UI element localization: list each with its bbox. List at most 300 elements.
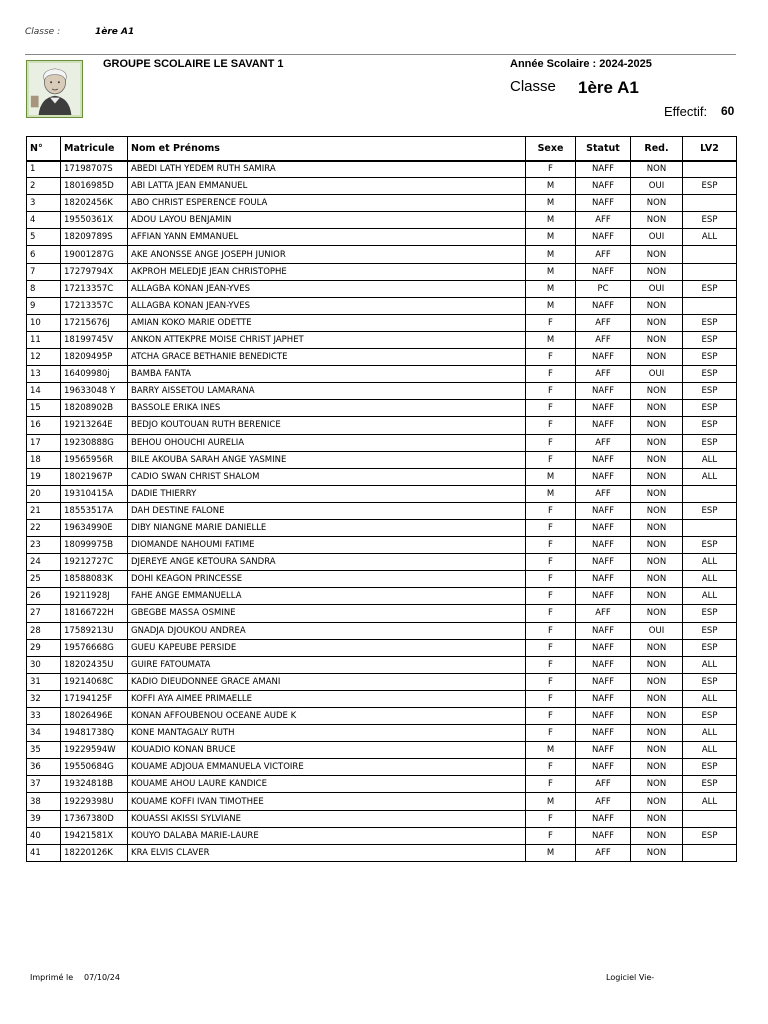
cell-matricule: 19214068C <box>61 673 128 690</box>
cell-matricule: 18099975B <box>61 537 128 554</box>
table-row <box>27 673 737 690</box>
cell-sexe: F <box>526 519 576 536</box>
cell-name: ATCHA GRACE BETHANIE BENEDICTE <box>128 349 526 366</box>
cell-matricule: 19634990E <box>61 519 128 536</box>
cell-name: GNADJA DJOUKOU ANDREA <box>128 622 526 639</box>
cell-red: NON <box>631 571 683 588</box>
cell-name: BASSOLE ERIKA INES <box>128 400 526 417</box>
cell-name: AKE ANONSSE ANGE JOSEPH JUNIOR <box>128 246 526 263</box>
cell-statut: AFF <box>576 434 631 451</box>
cell-number: 4 <box>27 212 61 229</box>
cell-matricule: 19310415A <box>61 485 128 502</box>
cell-number: 24 <box>27 554 61 571</box>
cell-matricule: 19213264E <box>61 417 128 434</box>
table-row <box>27 656 737 673</box>
cell-sexe: M <box>526 297 576 314</box>
cell-sexe: F <box>526 400 576 417</box>
table-row <box>27 229 737 246</box>
cell-statut: NAFF <box>576 349 631 366</box>
col-header-sexe: Sexe <box>526 137 576 161</box>
cell-number: 23 <box>27 537 61 554</box>
cell-sexe: F <box>526 366 576 383</box>
cell-matricule: 18209789S <box>61 229 128 246</box>
table-row <box>27 331 737 348</box>
cell-red: NON <box>631 810 683 827</box>
col-header-number: N° <box>27 137 61 161</box>
cell-statut: AFF <box>576 331 631 348</box>
cell-number: 41 <box>27 844 61 861</box>
cell-lv2 <box>683 263 737 280</box>
cell-red: NON <box>631 502 683 519</box>
cell-number: 16 <box>27 417 61 434</box>
cell-matricule: 19212727C <box>61 554 128 571</box>
cell-red: NON <box>631 554 683 571</box>
cell-red: NON <box>631 537 683 554</box>
cell-sexe: M <box>526 468 576 485</box>
cell-matricule: 18202435U <box>61 656 128 673</box>
col-header-lv2: LV2 <box>683 137 737 161</box>
cell-number: 39 <box>27 810 61 827</box>
cell-number: 19 <box>27 468 61 485</box>
cell-name: ADOU LAYOU BENJAMIN <box>128 212 526 229</box>
cell-red: OUI <box>631 178 683 195</box>
cell-lv2 <box>683 195 737 212</box>
cell-number: 1 <box>27 161 61 178</box>
cell-name: GUIRE FATOUMATA <box>128 656 526 673</box>
cell-lv2: ALL <box>683 554 737 571</box>
cell-name: KRA ELVIS CLAVER <box>128 844 526 861</box>
cell-matricule: 17589213U <box>61 622 128 639</box>
cell-number: 8 <box>27 280 61 297</box>
cell-statut: NAFF <box>576 537 631 554</box>
cell-matricule: 19230888G <box>61 434 128 451</box>
cell-matricule: 19324818B <box>61 776 128 793</box>
cell-sexe: M <box>526 280 576 297</box>
cell-name: DIBY NIANGNE MARIE DANIELLE <box>128 519 526 536</box>
cell-statut: NAFF <box>576 588 631 605</box>
cell-matricule: 17194125F <box>61 690 128 707</box>
cell-lv2: ESP <box>683 537 737 554</box>
cell-lv2: ESP <box>683 400 737 417</box>
cell-red: NON <box>631 263 683 280</box>
cell-number: 32 <box>27 690 61 707</box>
table-row <box>27 725 737 742</box>
cell-name: GBEGBE MASSA OSMINE <box>128 605 526 622</box>
cell-name: DADIE THIERRY <box>128 485 526 502</box>
cell-sexe: F <box>526 383 576 400</box>
cell-number: 12 <box>27 349 61 366</box>
cell-sexe: M <box>526 229 576 246</box>
cell-name: KOUAME ADJOUA EMMANUELA VICTOIRE <box>128 759 526 776</box>
cell-red: NON <box>631 639 683 656</box>
cell-number: 2 <box>27 178 61 195</box>
cell-sexe: F <box>526 827 576 844</box>
cell-number: 22 <box>27 519 61 536</box>
cell-sexe: F <box>526 605 576 622</box>
cell-lv2: ESP <box>683 314 737 331</box>
cell-red: NON <box>631 212 683 229</box>
cell-statut: AFF <box>576 212 631 229</box>
cell-statut: NAFF <box>576 178 631 195</box>
cell-sexe: F <box>526 622 576 639</box>
cell-matricule: 19229594W <box>61 742 128 759</box>
cell-name: BARRY AISSETOU LAMARANA <box>128 383 526 400</box>
cell-lv2: ESP <box>683 708 737 725</box>
cell-statut: NAFF <box>576 810 631 827</box>
cell-matricule: 19229398U <box>61 793 128 810</box>
cell-number: 34 <box>27 725 61 742</box>
cell-statut: NAFF <box>576 827 631 844</box>
cell-statut: NAFF <box>576 383 631 400</box>
cell-sexe: F <box>526 690 576 707</box>
cell-name: ABEDI LATH YEDEM RUTH SAMIRA <box>128 161 526 178</box>
cell-lv2 <box>683 161 737 178</box>
cell-red: OUI <box>631 622 683 639</box>
cell-name: ABO CHRIST ESPERENCE FOULA <box>128 195 526 212</box>
cell-lv2: ESP <box>683 212 737 229</box>
col-header-matricule: Matricule <box>61 137 128 161</box>
cell-number: 5 <box>27 229 61 246</box>
cell-number: 28 <box>27 622 61 639</box>
cell-matricule: 18016985D <box>61 178 128 195</box>
cell-name: ANKON ATTEKPRE MOISE CHRIST JAPHET <box>128 331 526 348</box>
cell-number: 17 <box>27 434 61 451</box>
cell-lv2: ALL <box>683 571 737 588</box>
cell-matricule: 16409980j <box>61 366 128 383</box>
cell-matricule: 19633048 Y <box>61 383 128 400</box>
cell-lv2: ALL <box>683 451 737 468</box>
col-header-statut: Statut <box>576 137 631 161</box>
table-row <box>27 178 737 195</box>
cell-number: 9 <box>27 297 61 314</box>
cell-lv2: ALL <box>683 742 737 759</box>
cell-red: NON <box>631 742 683 759</box>
cell-red: NON <box>631 485 683 502</box>
cell-lv2: ALL <box>683 656 737 673</box>
cell-sexe: M <box>526 331 576 348</box>
cell-matricule: 17215676J <box>61 314 128 331</box>
cell-statut: NAFF <box>576 571 631 588</box>
cell-lv2: ALL <box>683 793 737 810</box>
cell-name: ALLAGBA KONAN JEAN-YVES <box>128 297 526 314</box>
effectif-value: 60 <box>721 104 735 118</box>
cell-red: NON <box>631 195 683 212</box>
cell-lv2: ALL <box>683 690 737 707</box>
cell-number: 37 <box>27 776 61 793</box>
cell-statut: NAFF <box>576 451 631 468</box>
cell-number: 36 <box>27 759 61 776</box>
effectif-label: Effectif: <box>664 104 708 119</box>
table-row <box>27 844 737 861</box>
cell-red: NON <box>631 349 683 366</box>
cell-sexe: M <box>526 844 576 861</box>
table-row <box>27 605 737 622</box>
cell-matricule: 18588083K <box>61 571 128 588</box>
table-row <box>27 622 737 639</box>
cell-lv2: ESP <box>683 827 737 844</box>
cell-sexe: F <box>526 725 576 742</box>
cell-name: ALLAGBA KONAN JEAN-YVES <box>128 280 526 297</box>
cell-lv2 <box>683 519 737 536</box>
cell-statut: AFF <box>576 844 631 861</box>
cell-lv2: ESP <box>683 759 737 776</box>
cell-name: KONAN AFFOUBENOU OCEANE AUDE K <box>128 708 526 725</box>
cell-lv2 <box>683 246 737 263</box>
cell-number: 38 <box>27 793 61 810</box>
cell-statut: NAFF <box>576 297 631 314</box>
cell-red: NON <box>631 725 683 742</box>
cell-matricule: 17213357C <box>61 297 128 314</box>
cell-red: OUI <box>631 229 683 246</box>
software-name: Logiciel Vie- <box>606 973 655 982</box>
cell-lv2: ESP <box>683 178 737 195</box>
classe-label: Classe <box>510 78 556 95</box>
cell-number: 40 <box>27 827 61 844</box>
cell-number: 11 <box>27 331 61 348</box>
cell-sexe: F <box>526 639 576 656</box>
cell-red: OUI <box>631 280 683 297</box>
cell-statut: NAFF <box>576 708 631 725</box>
cell-statut: NAFF <box>576 161 631 178</box>
cell-statut: AFF <box>576 776 631 793</box>
cell-red: NON <box>631 519 683 536</box>
cell-red: NON <box>631 417 683 434</box>
cell-red: NON <box>631 759 683 776</box>
cell-sexe: F <box>526 708 576 725</box>
cell-matricule: 18209495P <box>61 349 128 366</box>
cell-statut: PC <box>576 280 631 297</box>
cell-statut: NAFF <box>576 690 631 707</box>
cell-statut: NAFF <box>576 417 631 434</box>
cell-sexe: F <box>526 349 576 366</box>
table-row <box>27 588 737 605</box>
table-row <box>27 195 737 212</box>
cell-red: NON <box>631 246 683 263</box>
cell-name: AMIAN KOKO MARIE ODETTE <box>128 314 526 331</box>
table-row <box>27 485 737 502</box>
table-row <box>27 280 737 297</box>
cell-sexe: M <box>526 742 576 759</box>
classe-value-small: 1ère A1 <box>95 27 135 37</box>
table-row <box>27 793 737 810</box>
school-year: Année Scolaire : 2024-2025 <box>510 58 652 70</box>
cell-number: 18 <box>27 451 61 468</box>
cell-statut: NAFF <box>576 554 631 571</box>
cell-lv2: ESP <box>683 349 737 366</box>
table-row <box>27 708 737 725</box>
cell-sexe: F <box>526 776 576 793</box>
printed-label: Imprimé le <box>30 973 74 982</box>
cell-lv2: ESP <box>683 605 737 622</box>
cell-lv2: ALL <box>683 725 737 742</box>
table-row <box>27 776 737 793</box>
table-row <box>27 639 737 656</box>
cell-lv2: ESP <box>683 673 737 690</box>
cell-statut: NAFF <box>576 639 631 656</box>
cell-number: 27 <box>27 605 61 622</box>
cell-red: NON <box>631 297 683 314</box>
cell-number: 6 <box>27 246 61 263</box>
cell-name: DIOMANDE NAHOUMI FATIME <box>128 537 526 554</box>
cell-sexe: M <box>526 263 576 280</box>
cell-sexe: F <box>526 502 576 519</box>
cell-sexe: F <box>526 571 576 588</box>
cell-sexe: F <box>526 759 576 776</box>
cell-name: GUEU KAPEUBE PERSIDE <box>128 639 526 656</box>
cell-lv2: ESP <box>683 366 737 383</box>
cell-name: DJEREYE ANGE KETOURA SANDRA <box>128 554 526 571</box>
cell-lv2 <box>683 297 737 314</box>
cell-number: 7 <box>27 263 61 280</box>
cell-name: BILE AKOUBA SARAH ANGE YASMINE <box>128 451 526 468</box>
cell-name: BAMBA FANTA <box>128 366 526 383</box>
cell-name: KOUAME AHOU LAURE KANDICE <box>128 776 526 793</box>
cell-lv2: ESP <box>683 776 737 793</box>
cell-statut: NAFF <box>576 725 631 742</box>
cell-matricule: 18202456K <box>61 195 128 212</box>
cell-statut: NAFF <box>576 229 631 246</box>
cell-sexe: F <box>526 434 576 451</box>
cell-red: NON <box>631 434 683 451</box>
cell-red: NON <box>631 451 683 468</box>
table-row <box>27 366 737 383</box>
cell-statut: NAFF <box>576 195 631 212</box>
cell-statut: AFF <box>576 793 631 810</box>
cell-sexe: M <box>526 485 576 502</box>
printed-date: 07/10/24 <box>84 973 120 982</box>
col-header-red: Red. <box>631 137 683 161</box>
cell-matricule: 18199745V <box>61 331 128 348</box>
table-row <box>27 519 737 536</box>
cell-statut: NAFF <box>576 519 631 536</box>
cell-number: 14 <box>27 383 61 400</box>
cell-matricule: 17213357C <box>61 280 128 297</box>
cell-statut: AFF <box>576 485 631 502</box>
table-row <box>27 690 737 707</box>
cell-statut: NAFF <box>576 502 631 519</box>
cell-red: NON <box>631 588 683 605</box>
cell-lv2: ESP <box>683 383 737 400</box>
cell-number: 31 <box>27 673 61 690</box>
cell-statut: NAFF <box>576 468 631 485</box>
cell-matricule: 19211928J <box>61 588 128 605</box>
cell-name: DAH DESTINE FALONE <box>128 502 526 519</box>
cell-lv2 <box>683 485 737 502</box>
table-row <box>27 571 737 588</box>
cell-red: NON <box>631 468 683 485</box>
cell-sexe: F <box>526 810 576 827</box>
cell-red: NON <box>631 605 683 622</box>
cell-statut: AFF <box>576 314 631 331</box>
cell-name: DOHI KEAGON PRINCESSE <box>128 571 526 588</box>
cell-name: KONE MANTAGALY RUTH <box>128 725 526 742</box>
cell-lv2: ESP <box>683 502 737 519</box>
table-row <box>27 434 737 451</box>
cell-matricule: 18208902B <box>61 400 128 417</box>
cell-matricule: 17279794X <box>61 263 128 280</box>
cell-red: NON <box>631 161 683 178</box>
cell-number: 29 <box>27 639 61 656</box>
cell-statut: NAFF <box>576 673 631 690</box>
table-row <box>27 554 737 571</box>
school-logo-icon <box>26 60 83 118</box>
cell-statut: NAFF <box>576 622 631 639</box>
cell-lv2 <box>683 810 737 827</box>
cell-matricule: 18026496E <box>61 708 128 725</box>
cell-matricule: 18021967P <box>61 468 128 485</box>
cell-red: OUI <box>631 366 683 383</box>
cell-statut: AFF <box>576 605 631 622</box>
cell-sexe: F <box>526 417 576 434</box>
cell-red: NON <box>631 793 683 810</box>
cell-red: NON <box>631 776 683 793</box>
cell-name: KOUYO DALABA MARIE-LAURE <box>128 827 526 844</box>
cell-red: NON <box>631 708 683 725</box>
cell-matricule: 19001287G <box>61 246 128 263</box>
cell-statut: NAFF <box>576 263 631 280</box>
table-row <box>27 400 737 417</box>
header-divider <box>25 54 736 55</box>
table-row <box>27 314 737 331</box>
cell-matricule: 19550361X <box>61 212 128 229</box>
cell-red: NON <box>631 383 683 400</box>
cell-name: ABI LATTA JEAN EMMANUEL <box>128 178 526 195</box>
table-row <box>27 161 737 178</box>
cell-lv2: ALL <box>683 229 737 246</box>
cell-sexe: M <box>526 246 576 263</box>
table-row <box>27 246 737 263</box>
cell-sexe: F <box>526 537 576 554</box>
table-row <box>27 263 737 280</box>
school-name: GROUPE SCOLAIRE LE SAVANT 1 <box>103 58 284 70</box>
cell-red: NON <box>631 844 683 861</box>
table-row <box>27 383 737 400</box>
cell-statut: NAFF <box>576 759 631 776</box>
cell-sexe: F <box>526 554 576 571</box>
cell-sexe: F <box>526 588 576 605</box>
cell-matricule: 19421581X <box>61 827 128 844</box>
cell-sexe: F <box>526 656 576 673</box>
cell-matricule: 19481738Q <box>61 725 128 742</box>
cell-red: NON <box>631 827 683 844</box>
cell-lv2: ALL <box>683 468 737 485</box>
cell-statut: AFF <box>576 246 631 263</box>
cell-number: 30 <box>27 656 61 673</box>
table-row <box>27 759 737 776</box>
table-body <box>27 161 737 862</box>
cell-lv2: ESP <box>683 280 737 297</box>
table-row <box>27 468 737 485</box>
cell-number: 10 <box>27 314 61 331</box>
cell-lv2: ESP <box>683 331 737 348</box>
table-row <box>27 827 737 844</box>
cell-red: NON <box>631 656 683 673</box>
cell-sexe: M <box>526 793 576 810</box>
classe-value: 1ère A1 <box>578 78 639 97</box>
cell-statut: AFF <box>576 366 631 383</box>
table-row <box>27 742 737 759</box>
cell-lv2: ESP <box>683 417 737 434</box>
cell-number: 21 <box>27 502 61 519</box>
cell-matricule: 18220126K <box>61 844 128 861</box>
cell-red: NON <box>631 331 683 348</box>
cell-number: 25 <box>27 571 61 588</box>
cell-sexe: F <box>526 314 576 331</box>
table-row <box>27 451 737 468</box>
cell-red: NON <box>631 314 683 331</box>
table-row <box>27 810 737 827</box>
cell-lv2: ESP <box>683 434 737 451</box>
